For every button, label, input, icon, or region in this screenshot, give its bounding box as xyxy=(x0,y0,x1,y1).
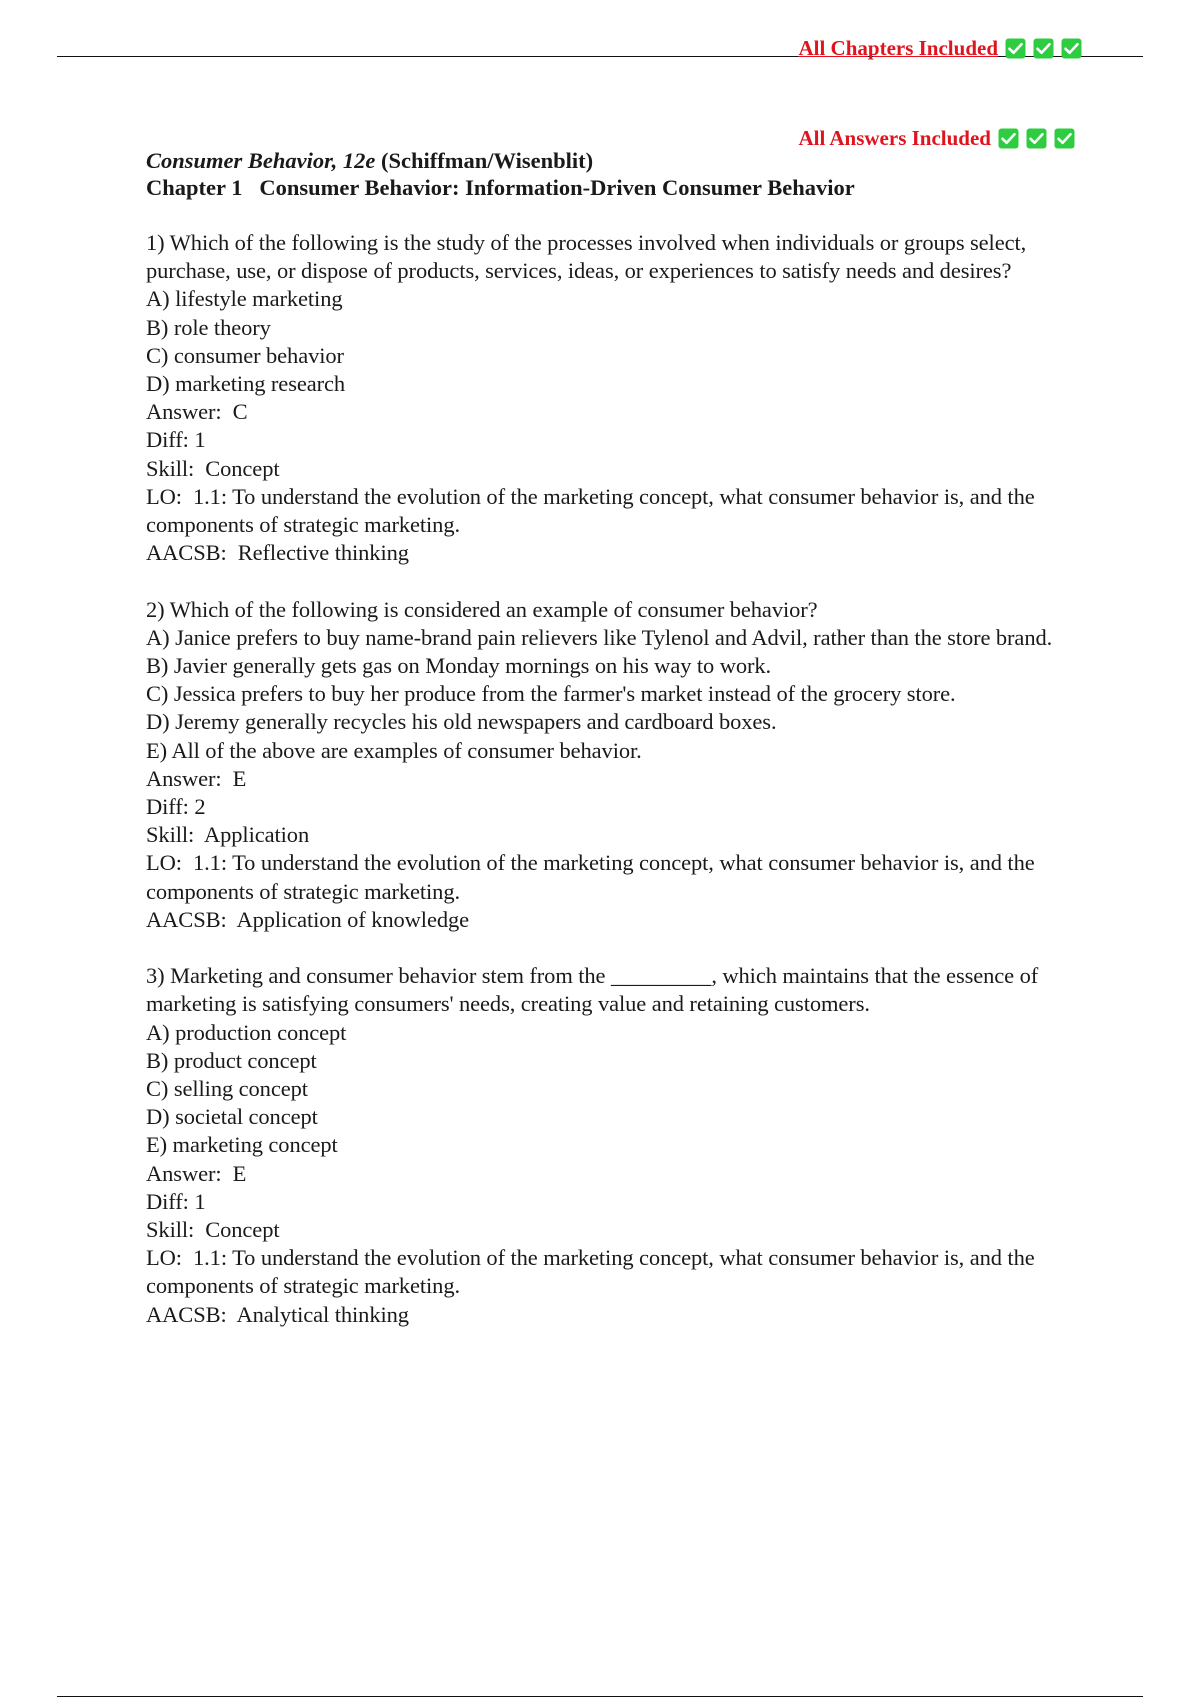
question-stem: 3) Marketing and consumer behavior stem from the _________, which maintains that the essence of marketing is satisfying consumers' needs, creating value and retaining customers. xyxy=(146,963,1039,1017)
answer-option: B) product concept xyxy=(146,1047,317,1073)
difficulty: Diff: 1 xyxy=(146,427,206,453)
learning-objective: LO: 1.1: To understand the evolution of the marketing concept, what consumer behavior is, and the components of strategic marketing. xyxy=(146,1245,1041,1299)
difficulty: Diff: 1 xyxy=(146,1188,206,1214)
difficulty: Diff: 2 xyxy=(146,794,206,820)
aacsb-tag: AACSB: Reflective thinking xyxy=(146,540,409,566)
learning-objective: LO: 1.1: To understand the evolution of the marketing concept, what consumer behavior is, and the components of strategic marketing. xyxy=(146,850,1041,904)
book-title: Consumer Behavior, 12e xyxy=(146,148,376,173)
aacsb-tag: AACSB: Application of knowledge xyxy=(146,906,470,932)
skill: Skill: Concept xyxy=(146,455,280,481)
correct-answer: Answer: E xyxy=(146,1160,247,1186)
check-box-icon xyxy=(1005,38,1026,59)
answer-option: D) societal concept xyxy=(146,1104,318,1130)
answer-option: D) Jeremy generally recycles his old newspapers and cardboard boxes. xyxy=(146,709,777,735)
check-box-icon xyxy=(1054,128,1075,149)
book-title-line xyxy=(146,147,1066,174)
answer-option: A) Janice prefers to buy name-brand pain relievers like Tylenol and Advil, rather than the store brand. xyxy=(146,624,1053,650)
question-list xyxy=(146,229,1076,1357)
answer-option: C) selling concept xyxy=(146,1076,308,1102)
question-stem: 1) Which of the following is the study of the processes involved when individuals or groups select, purchase, use, or dispose of products, services, ideas, or experiences to satisfy needs and desires? xyxy=(146,230,1027,284)
answer-option: A) lifestyle marketing xyxy=(146,286,343,312)
answer-option: A) production concept xyxy=(146,1019,347,1045)
answer-option: D) marketing research xyxy=(146,371,346,397)
skill: Skill: Concept xyxy=(146,1217,280,1243)
chapters-included-banner xyxy=(798,36,1082,61)
answer-option: C) consumer behavior xyxy=(146,342,344,368)
answer-option: C) Jessica prefers to buy her produce from the farmer's market instead of the grocery store. xyxy=(146,681,956,707)
check-box-icon xyxy=(1061,38,1082,59)
question-1 xyxy=(146,229,1076,567)
check-box-icon xyxy=(998,128,1019,149)
answers-included-text: All Answers Included xyxy=(798,126,991,150)
answer-option: B) Javier generally gets gas on Monday mornings on his way to work. xyxy=(146,653,772,679)
answer-option: E) marketing concept xyxy=(146,1132,338,1158)
check-box-icon xyxy=(1033,38,1054,59)
chapters-included-text: All Chapters Included xyxy=(798,36,998,60)
correct-answer: Answer: C xyxy=(146,399,248,425)
correct-answer: Answer: E xyxy=(146,765,247,791)
answer-option: E) All of the above are examples of consumer behavior. xyxy=(146,737,642,763)
question-stem: 2) Which of the following is considered an example of consumer behavior? xyxy=(146,596,818,622)
learning-objective: LO: 1.1: To understand the evolution of the marketing concept, what consumer behavior is, and the components of strategic marketing. xyxy=(146,483,1041,538)
skill: Skill: Application xyxy=(146,822,310,848)
aacsb-tag: AACSB: Analytical thinking xyxy=(146,1301,409,1327)
document-heading xyxy=(146,147,1066,201)
question-3 xyxy=(146,962,1076,1329)
answer-option: B) role theory xyxy=(146,314,271,340)
footer-rule xyxy=(57,1696,1143,1697)
check-box-icon xyxy=(1026,128,1047,149)
book-authors: (Schiffman/Wisenblit) xyxy=(381,148,594,173)
question-2 xyxy=(146,596,1076,934)
chapter-title: Chapter 1 Consumer Behavior: Information-Driven Consumer Behavior xyxy=(146,175,855,200)
